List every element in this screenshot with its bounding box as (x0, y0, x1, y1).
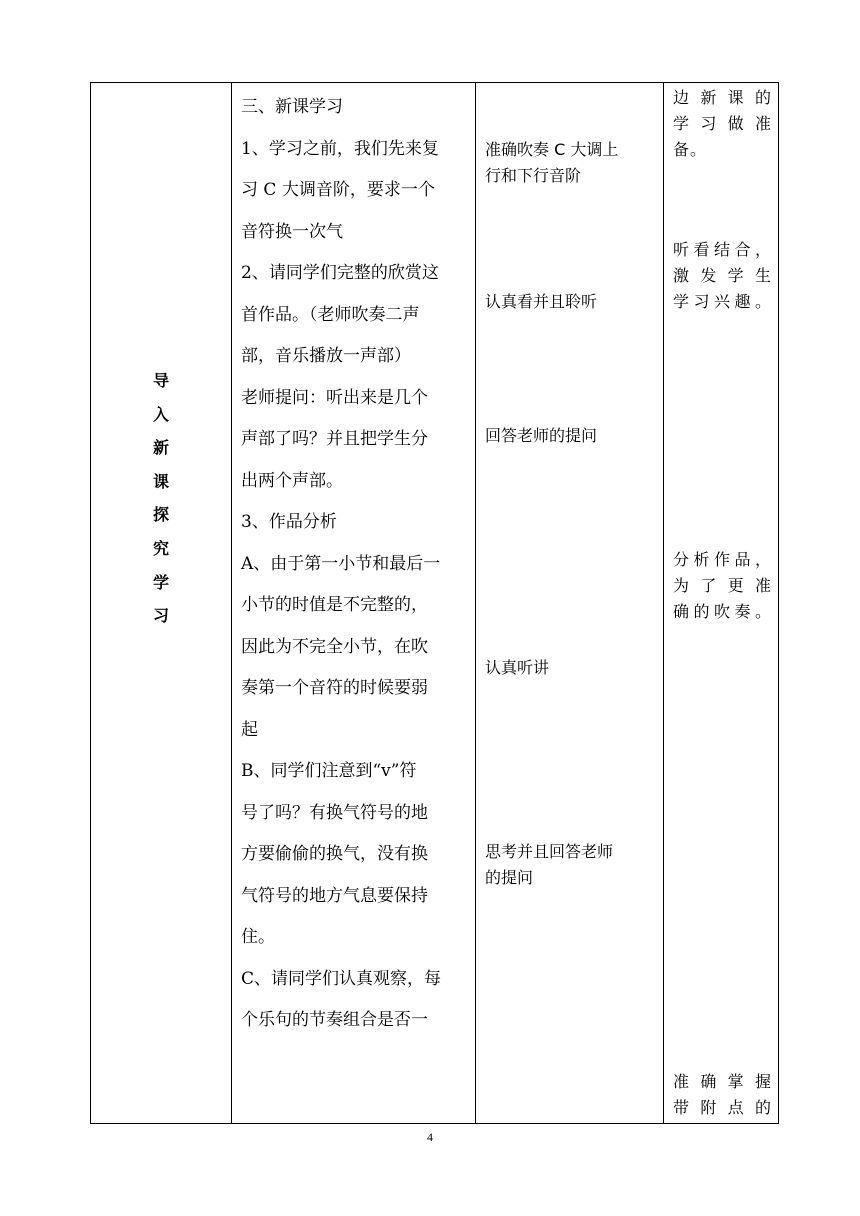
page-number: 4 (427, 1130, 433, 1144)
design-intent-line: 激发学生 (673, 266, 772, 285)
teacher-line: 住。 (241, 927, 275, 947)
design-intent-item (673, 1069, 772, 1121)
student-activity-line: 认真听讲 (485, 658, 550, 677)
design-intent-item (673, 547, 772, 625)
teacher-line: 老师提问：听出来是几个 (241, 387, 428, 408)
design-intent-line: 学习做准 (673, 114, 772, 133)
teacher-line: 2、请同学们完整的欣赏这 (241, 263, 439, 283)
teacher-activity-text (232, 83, 475, 1042)
design-intent-text (664, 83, 778, 1123)
stage-label-char: 新 (152, 438, 169, 458)
teacher-line: 出两个声部。 (241, 470, 343, 491)
design-intent-line: 带附点的 (673, 1098, 772, 1117)
teacher-line: 声部了吗？并且把学生分 (241, 429, 428, 449)
stage-label (91, 364, 231, 633)
student-activity-item (485, 423, 657, 449)
design-intent-line: 备。 (673, 140, 708, 159)
design-intent-line: 确的吹奏。 (673, 602, 772, 621)
stage-cell (91, 83, 232, 1124)
teacher-activity-cell (232, 83, 476, 1124)
stage-label-char: 习 (152, 606, 169, 626)
teacher-line: A、由于第一小节和最后一 (241, 553, 441, 574)
design-intent-line: 分析作品， (673, 550, 772, 569)
design-intent-line: 边新课的 (673, 88, 772, 107)
teacher-line: 奏第一个音符的时候要弱 (241, 678, 428, 698)
teacher-line: 部，音乐播放一声部） (241, 346, 411, 366)
stage-label-char: 探 (152, 505, 169, 525)
teacher-line: 因此为不完全小节，在吹 (241, 636, 428, 657)
teacher-line: B、同学们注意到“v”符 (241, 761, 417, 781)
student-activity-line: 思考并且回答老师 (485, 842, 614, 861)
student-activity-item (485, 137, 657, 189)
student-activity-line: 回答老师的提问 (485, 426, 598, 445)
teacher-line: 习 C 大调音阶，要求一个 (241, 180, 435, 200)
teacher-line: 气符号的地方气息要保持 (241, 885, 428, 906)
student-activity-line: 行和下行音阶 (485, 166, 582, 185)
design-intent-cell (664, 83, 779, 1124)
design-intent-item (673, 85, 772, 163)
stage-label-char: 入 (152, 404, 169, 424)
teacher-line: 小节的时值是不完整的， (241, 595, 428, 615)
student-activity-item (485, 289, 657, 315)
student-activity-item (485, 839, 657, 891)
design-intent-line: 听看结合， (673, 240, 772, 259)
student-activity-text (476, 83, 663, 1123)
design-intent-line: 学习兴趣。 (673, 292, 772, 311)
student-activity-cell (476, 83, 664, 1124)
student-activity-line: 的提问 (485, 868, 534, 887)
teacher-line: 号了吗？有换气符号的地 (241, 802, 428, 823)
design-intent-line: 为了更准 (673, 576, 772, 595)
teacher-line: 起 (241, 719, 258, 740)
lesson-plan-table (90, 82, 779, 1124)
teacher-line: 音符换一次气 (241, 221, 343, 242)
teacher-line: 首作品。（老师吹奏二声 (241, 304, 420, 325)
teacher-line: 个乐句的节奏组合是否一 (241, 1010, 428, 1030)
teacher-line: C、请同学们认真观察，每 (241, 968, 442, 989)
design-intent-item (673, 237, 772, 315)
teacher-line: 3、作品分析 (241, 512, 337, 532)
design-intent-line: 准确掌握 (673, 1072, 772, 1091)
stage-label-char: 导 (152, 371, 169, 390)
student-activity-item (485, 655, 657, 681)
student-activity-line: 准确吹奏 C 大调上 (485, 140, 619, 159)
teacher-line: 方要偷偷的换气，没有换 (241, 844, 428, 864)
stage-label-char: 课 (152, 471, 169, 491)
teacher-line: 1、学习之前，我们先来复 (241, 138, 439, 159)
teacher-line: 三、新课学习 (241, 97, 343, 117)
stage-label-char: 究 (152, 538, 169, 558)
stage-label-char: 学 (152, 572, 169, 592)
table-row (91, 83, 779, 1124)
student-activity-line: 认真看并且聆听 (485, 292, 598, 311)
